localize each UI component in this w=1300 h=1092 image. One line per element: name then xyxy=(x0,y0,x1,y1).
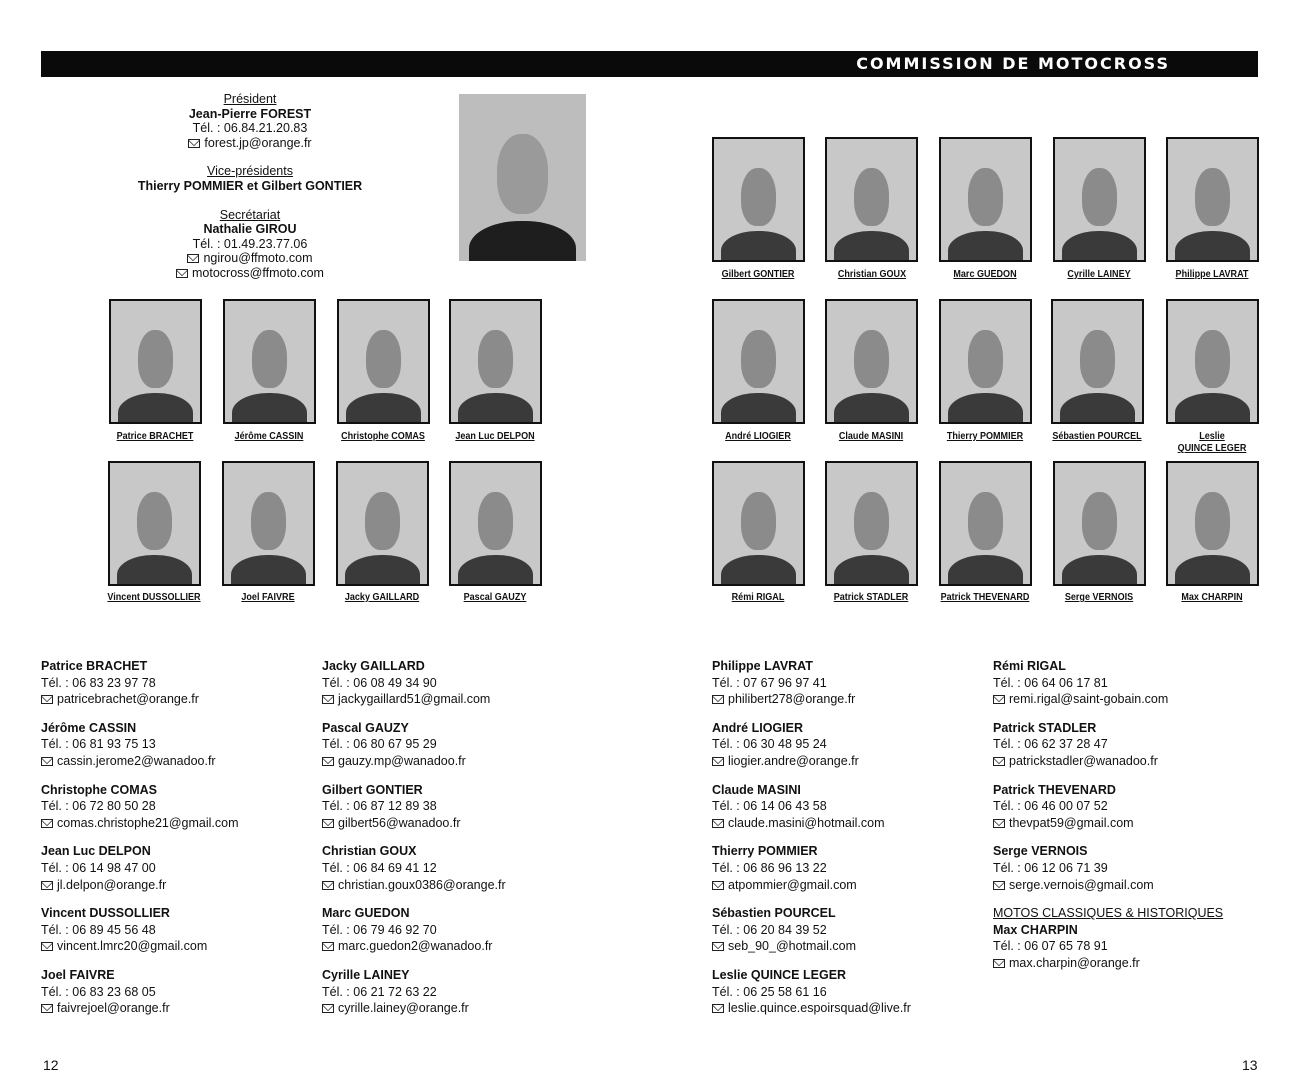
contact-email[interactable]: marc.guedon2@wanadoo.fr xyxy=(338,939,493,954)
contact-email-line xyxy=(322,815,592,832)
contact-email[interactable]: jackygaillard51@gmail.com xyxy=(338,692,491,707)
contacts-column-2 xyxy=(322,658,592,1029)
contact-email-line xyxy=(712,877,982,894)
president-role: Président xyxy=(223,92,277,106)
contact-email-line xyxy=(712,753,982,770)
contact-name: Marc GUEDON xyxy=(322,906,410,921)
contact-entry xyxy=(322,967,592,1017)
envelope-icon xyxy=(322,695,334,704)
portrait-photo xyxy=(939,137,1032,262)
contact-name: Patrick STADLER xyxy=(993,720,1097,735)
contact-tel: Tél. : 06 72 80 50 28 xyxy=(41,799,156,814)
contact-name: Patrick THEVENARD xyxy=(993,782,1116,797)
envelope-icon xyxy=(188,139,200,148)
contact-email-line xyxy=(993,955,1263,972)
envelope-icon xyxy=(41,942,53,951)
portrait-photo xyxy=(939,461,1032,586)
contacts-column-3 xyxy=(712,658,982,1029)
contact-entry xyxy=(712,720,982,770)
contact-entry xyxy=(993,905,1263,971)
secretariat-email[interactable]: motocross@ffmoto.com xyxy=(192,265,324,280)
contact-email[interactable]: seb_90_@hotmail.com xyxy=(728,939,857,954)
contact-entry xyxy=(712,843,982,893)
contact-entry xyxy=(41,720,311,770)
portrait-photo xyxy=(712,137,805,262)
contact-name: Rémi RIGAL xyxy=(993,659,1066,673)
photo-caption: Marc GUEDON xyxy=(953,268,1017,280)
contact-email[interactable]: gilbert56@wanadoo.fr xyxy=(338,815,461,830)
contact-tel: Tél. : 06 14 06 43 58 xyxy=(712,799,827,814)
contact-email-line xyxy=(993,877,1263,894)
envelope-icon xyxy=(993,959,1005,968)
contact-email[interactable]: jl.delpon@orange.fr xyxy=(57,877,167,892)
contact-tel: Tél. : 06 64 06 17 81 xyxy=(993,675,1108,690)
contact-tel: Tél. : 06 14 98 47 00 xyxy=(41,860,156,875)
contact-email[interactable]: leslie.quince.espoirsquad@live.fr xyxy=(728,1001,911,1016)
envelope-icon xyxy=(712,695,724,704)
president-email[interactable]: forest.jp@orange.fr xyxy=(204,135,312,150)
contact-name: Gilbert GONTIER xyxy=(322,782,423,797)
contact-name: Christophe COMAS xyxy=(41,782,157,797)
envelope-icon xyxy=(712,942,724,951)
envelope-icon xyxy=(993,695,1005,704)
contact-entry xyxy=(712,658,982,708)
secretariat-email-line xyxy=(130,266,370,281)
contact-email[interactable]: max.charpin@orange.fr xyxy=(1009,955,1140,970)
photo-caption: Patrick THEVENARD xyxy=(940,591,1030,603)
contact-name: Joel FAIVRE xyxy=(41,967,115,982)
portrait-photo xyxy=(1166,299,1259,424)
contact-name: Patrice BRACHET xyxy=(41,659,148,673)
secretariat-email-line xyxy=(130,251,370,266)
contact-email-line xyxy=(712,691,982,708)
vp-role: Vice-présidents xyxy=(207,164,293,179)
contact-email-line xyxy=(41,753,311,770)
contact-email[interactable]: claude.masini@hotmail.com xyxy=(728,815,885,830)
contact-email[interactable]: patrickstadler@wanadoo.fr xyxy=(1009,753,1158,768)
contact-tel: Tél. : 06 25 58 61 16 xyxy=(712,984,827,999)
contact-name: Sébastien POURCEL xyxy=(712,906,836,921)
contact-email-line xyxy=(993,691,1263,708)
contact-tel: Tél. : 06 81 93 75 13 xyxy=(41,737,156,752)
contact-email-line xyxy=(322,691,592,708)
contact-email[interactable]: gauzy.mp@wanadoo.fr xyxy=(338,753,466,768)
contact-name: Christian GOUX xyxy=(322,844,417,859)
photo-caption: Joel FAIVRE xyxy=(241,591,295,603)
envelope-icon xyxy=(993,881,1005,890)
envelope-icon xyxy=(41,819,53,828)
contact-entry xyxy=(41,782,311,832)
portrait-photo xyxy=(222,461,315,586)
page-number-right: 13 xyxy=(1242,1057,1258,1073)
photo-caption: Pascal GAUZY xyxy=(463,591,527,603)
envelope-icon xyxy=(322,757,334,766)
secretariat-name: Nathalie GIROU xyxy=(203,222,297,237)
contact-email-line xyxy=(712,815,982,832)
contact-entry xyxy=(712,782,982,832)
contact-tel: Tél. : 06 20 84 39 52 xyxy=(712,922,827,937)
photo-caption: Patrick STADLER xyxy=(833,591,909,603)
photo-caption: Vincent DUSSOLLIER xyxy=(107,591,201,603)
contact-name: Serge VERNOIS xyxy=(993,844,1088,859)
contact-entry xyxy=(712,905,982,955)
president-tel: Tél. : 06.84.21.20.83 xyxy=(192,121,308,136)
contact-tel: Tél. : 06 46 00 07 52 xyxy=(993,799,1108,814)
photo-caption: Gilbert GONTIER xyxy=(721,268,795,280)
contact-email[interactable]: christian.goux0386@orange.fr xyxy=(338,877,506,892)
contact-email[interactable]: remi.rigal@saint-gobain.com xyxy=(1009,692,1169,707)
contact-entry xyxy=(322,843,592,893)
contacts-column-4 xyxy=(993,658,1263,984)
photo-caption: Jacky GAILLARD xyxy=(344,591,420,603)
photo-caption: Leslie xyxy=(1199,430,1225,442)
photo-caption: Claude MASINI xyxy=(838,430,904,442)
secretariat-tel: Tél. : 01.49.23.77.06 xyxy=(192,236,308,251)
contact-email-line xyxy=(41,938,311,955)
contact-tel: Tél. : 06 83 23 68 05 xyxy=(41,984,156,999)
contact-name: Cyrille LAINEY xyxy=(322,967,410,982)
photo-caption: QUINCE LEGER xyxy=(1177,442,1247,454)
contact-tel: Tél. : 06 21 72 63 22 xyxy=(322,984,437,999)
contact-email-line xyxy=(322,1000,592,1017)
portrait-photo xyxy=(712,461,805,586)
portrait-photo xyxy=(825,299,918,424)
contact-tel: Tél. : 06 07 65 78 91 xyxy=(993,939,1108,954)
contact-email-line xyxy=(322,753,592,770)
envelope-icon xyxy=(41,695,53,704)
envelope-icon xyxy=(712,757,724,766)
contact-email[interactable]: liogier.andre@orange.fr xyxy=(728,753,859,768)
contact-entry xyxy=(712,967,982,1017)
contact-entry xyxy=(993,782,1263,832)
contact-tel: Tél. : 06 86 96 13 22 xyxy=(712,860,827,875)
contact-name: Max CHARPIN xyxy=(993,922,1078,937)
envelope-icon xyxy=(187,254,199,263)
contact-entry xyxy=(41,658,311,708)
contact-name: Philippe LAVRAT xyxy=(712,659,813,673)
contact-email[interactable]: thevpat59@gmail.com xyxy=(1009,815,1134,830)
portrait-photo xyxy=(108,461,201,586)
envelope-icon xyxy=(322,1004,334,1013)
portrait-photo xyxy=(825,461,918,586)
contact-name: Jérôme CASSIN xyxy=(41,720,137,735)
envelope-icon xyxy=(712,881,724,890)
photo-caption: Thierry POMMIER xyxy=(946,430,1024,442)
contact-entry xyxy=(993,658,1263,708)
contact-entry xyxy=(41,905,311,955)
contact-name: Leslie QUINCE LEGER xyxy=(712,967,847,982)
contact-tel: Tél. : 06 62 37 28 47 xyxy=(993,737,1108,752)
contact-email[interactable]: comas.christophe21@gmail.com xyxy=(57,815,239,830)
photo-caption: Jérôme CASSIN xyxy=(234,430,304,442)
contact-entry xyxy=(322,720,592,770)
envelope-icon xyxy=(41,757,53,766)
contact-email[interactable]: cyrille.lainey@orange.fr xyxy=(338,1001,469,1016)
envelope-icon xyxy=(712,819,724,828)
contact-email-line xyxy=(712,938,982,955)
contact-entry xyxy=(322,782,592,832)
president-email-line xyxy=(130,136,370,151)
contact-name: Thierry POMMIER xyxy=(712,844,818,859)
contact-email-line xyxy=(41,815,311,832)
contact-tel: Tél. : 06 08 49 34 90 xyxy=(322,675,437,690)
contact-tel: Tél. : 07 67 96 97 41 xyxy=(712,675,827,690)
photo-caption: Max CHARPIN xyxy=(1181,591,1243,603)
photo-caption: André LIOGIER xyxy=(725,430,791,442)
portrait-photo xyxy=(1166,137,1259,262)
portrait-photo xyxy=(939,299,1032,424)
officers-block xyxy=(130,92,370,281)
envelope-icon xyxy=(993,757,1005,766)
contact-email[interactable]: philibert278@orange.fr xyxy=(728,692,856,707)
contact-email-line xyxy=(41,691,311,708)
page-title: COMMISSION DE MOTOCROSS xyxy=(856,54,1170,73)
contacts-column-1 xyxy=(41,658,311,1029)
photo-caption: Rémi RIGAL xyxy=(731,591,785,603)
portrait-photo xyxy=(712,299,805,424)
portrait-photo xyxy=(1051,299,1144,424)
portrait-photo xyxy=(825,137,918,262)
photo-caption: Sébastien POURCEL xyxy=(1052,430,1142,442)
contact-tel: Tél. : 06 80 67 95 29 xyxy=(322,737,437,752)
photo-caption: Cyrille LAINEY xyxy=(1067,268,1131,280)
contact-email-line xyxy=(41,877,311,894)
portrait-photo xyxy=(449,461,542,586)
contact-entry xyxy=(41,967,311,1017)
photo-caption: Philippe LAVRAT xyxy=(1175,268,1249,280)
contact-email[interactable]: atpommier@gmail.com xyxy=(728,877,857,892)
contact-entry xyxy=(322,905,592,955)
contact-email[interactable]: patricebrachet@orange.fr xyxy=(57,692,199,707)
contact-entry xyxy=(993,720,1263,770)
envelope-icon xyxy=(176,269,188,278)
page-number-left: 12 xyxy=(43,1057,59,1073)
portrait-photo xyxy=(223,299,316,424)
portrait-photo xyxy=(336,461,429,586)
photo-caption: Christian GOUX xyxy=(837,268,907,280)
envelope-icon xyxy=(41,1004,53,1013)
section-heading: MOTOS CLASSIQUES & HISTORIQUES xyxy=(993,906,1224,921)
president-photo xyxy=(459,94,586,261)
contact-tel: Tél. : 06 84 69 41 12 xyxy=(322,860,437,875)
portrait-photo xyxy=(109,299,202,424)
contact-entry xyxy=(322,658,592,708)
contact-email[interactable]: serge.vernois@gmail.com xyxy=(1009,877,1154,892)
portrait-photo xyxy=(1053,137,1146,262)
contact-tel: Tél. : 06 79 46 92 70 xyxy=(322,922,437,937)
secretariat-role: Secrétariat xyxy=(219,207,281,222)
contact-tel: Tél. : 06 89 45 56 48 xyxy=(41,922,156,937)
contact-email-line xyxy=(712,1000,982,1017)
contact-name: Pascal GAUZY xyxy=(322,720,409,735)
photo-caption: Jean Luc DELPON xyxy=(455,430,535,442)
photo-caption: Serge VERNOIS xyxy=(1064,591,1134,603)
photo-caption: Christophe COMAS xyxy=(341,430,425,442)
portrait-photo xyxy=(449,299,542,424)
envelope-icon xyxy=(322,881,334,890)
contact-email-line xyxy=(993,753,1263,770)
contact-name: Vincent DUSSOLLIER xyxy=(41,906,170,921)
contact-email[interactable]: faivrejoel@orange.fr xyxy=(57,1001,170,1016)
contact-email-line xyxy=(322,938,592,955)
envelope-icon xyxy=(993,819,1005,828)
contact-email[interactable]: cassin.jerome2@wanadoo.fr xyxy=(57,753,216,768)
contact-entry xyxy=(993,843,1263,893)
contact-email[interactable]: vincent.lmrc20@gmail.com xyxy=(57,939,208,954)
contact-tel: Tél. : 06 83 23 97 78 xyxy=(41,675,156,690)
envelope-icon xyxy=(322,942,334,951)
contact-tel: Tél. : 06 30 48 95 24 xyxy=(712,737,827,752)
photo-caption: Patrice BRACHET xyxy=(116,430,194,442)
contact-email-line xyxy=(41,1000,311,1017)
contact-name: Claude MASINI xyxy=(712,782,801,797)
portrait-photo xyxy=(337,299,430,424)
contact-tel: Tél. : 06 87 12 89 38 xyxy=(322,799,437,814)
portrait-photo xyxy=(1166,461,1259,586)
secretariat-email[interactable]: ngirou@ffmoto.com xyxy=(203,251,313,266)
contact-email-line xyxy=(322,877,592,894)
contact-tel: Tél. : 06 12 06 71 39 xyxy=(993,860,1108,875)
envelope-icon xyxy=(322,819,334,828)
contact-email-line xyxy=(993,815,1263,832)
contact-entry xyxy=(41,843,311,893)
president-name: Jean-Pierre FOREST xyxy=(188,106,312,121)
portrait-photo xyxy=(1053,461,1146,586)
header-bar xyxy=(41,51,1258,77)
contact-name: Jean Luc DELPON xyxy=(41,844,151,859)
envelope-icon xyxy=(712,1004,724,1013)
envelope-icon xyxy=(41,881,53,890)
contact-name: Jacky GAILLARD xyxy=(322,659,425,673)
contact-name: André LIOGIER xyxy=(712,720,803,735)
vp-names: Thierry POMMIER et Gilbert GONTIER xyxy=(137,178,363,193)
